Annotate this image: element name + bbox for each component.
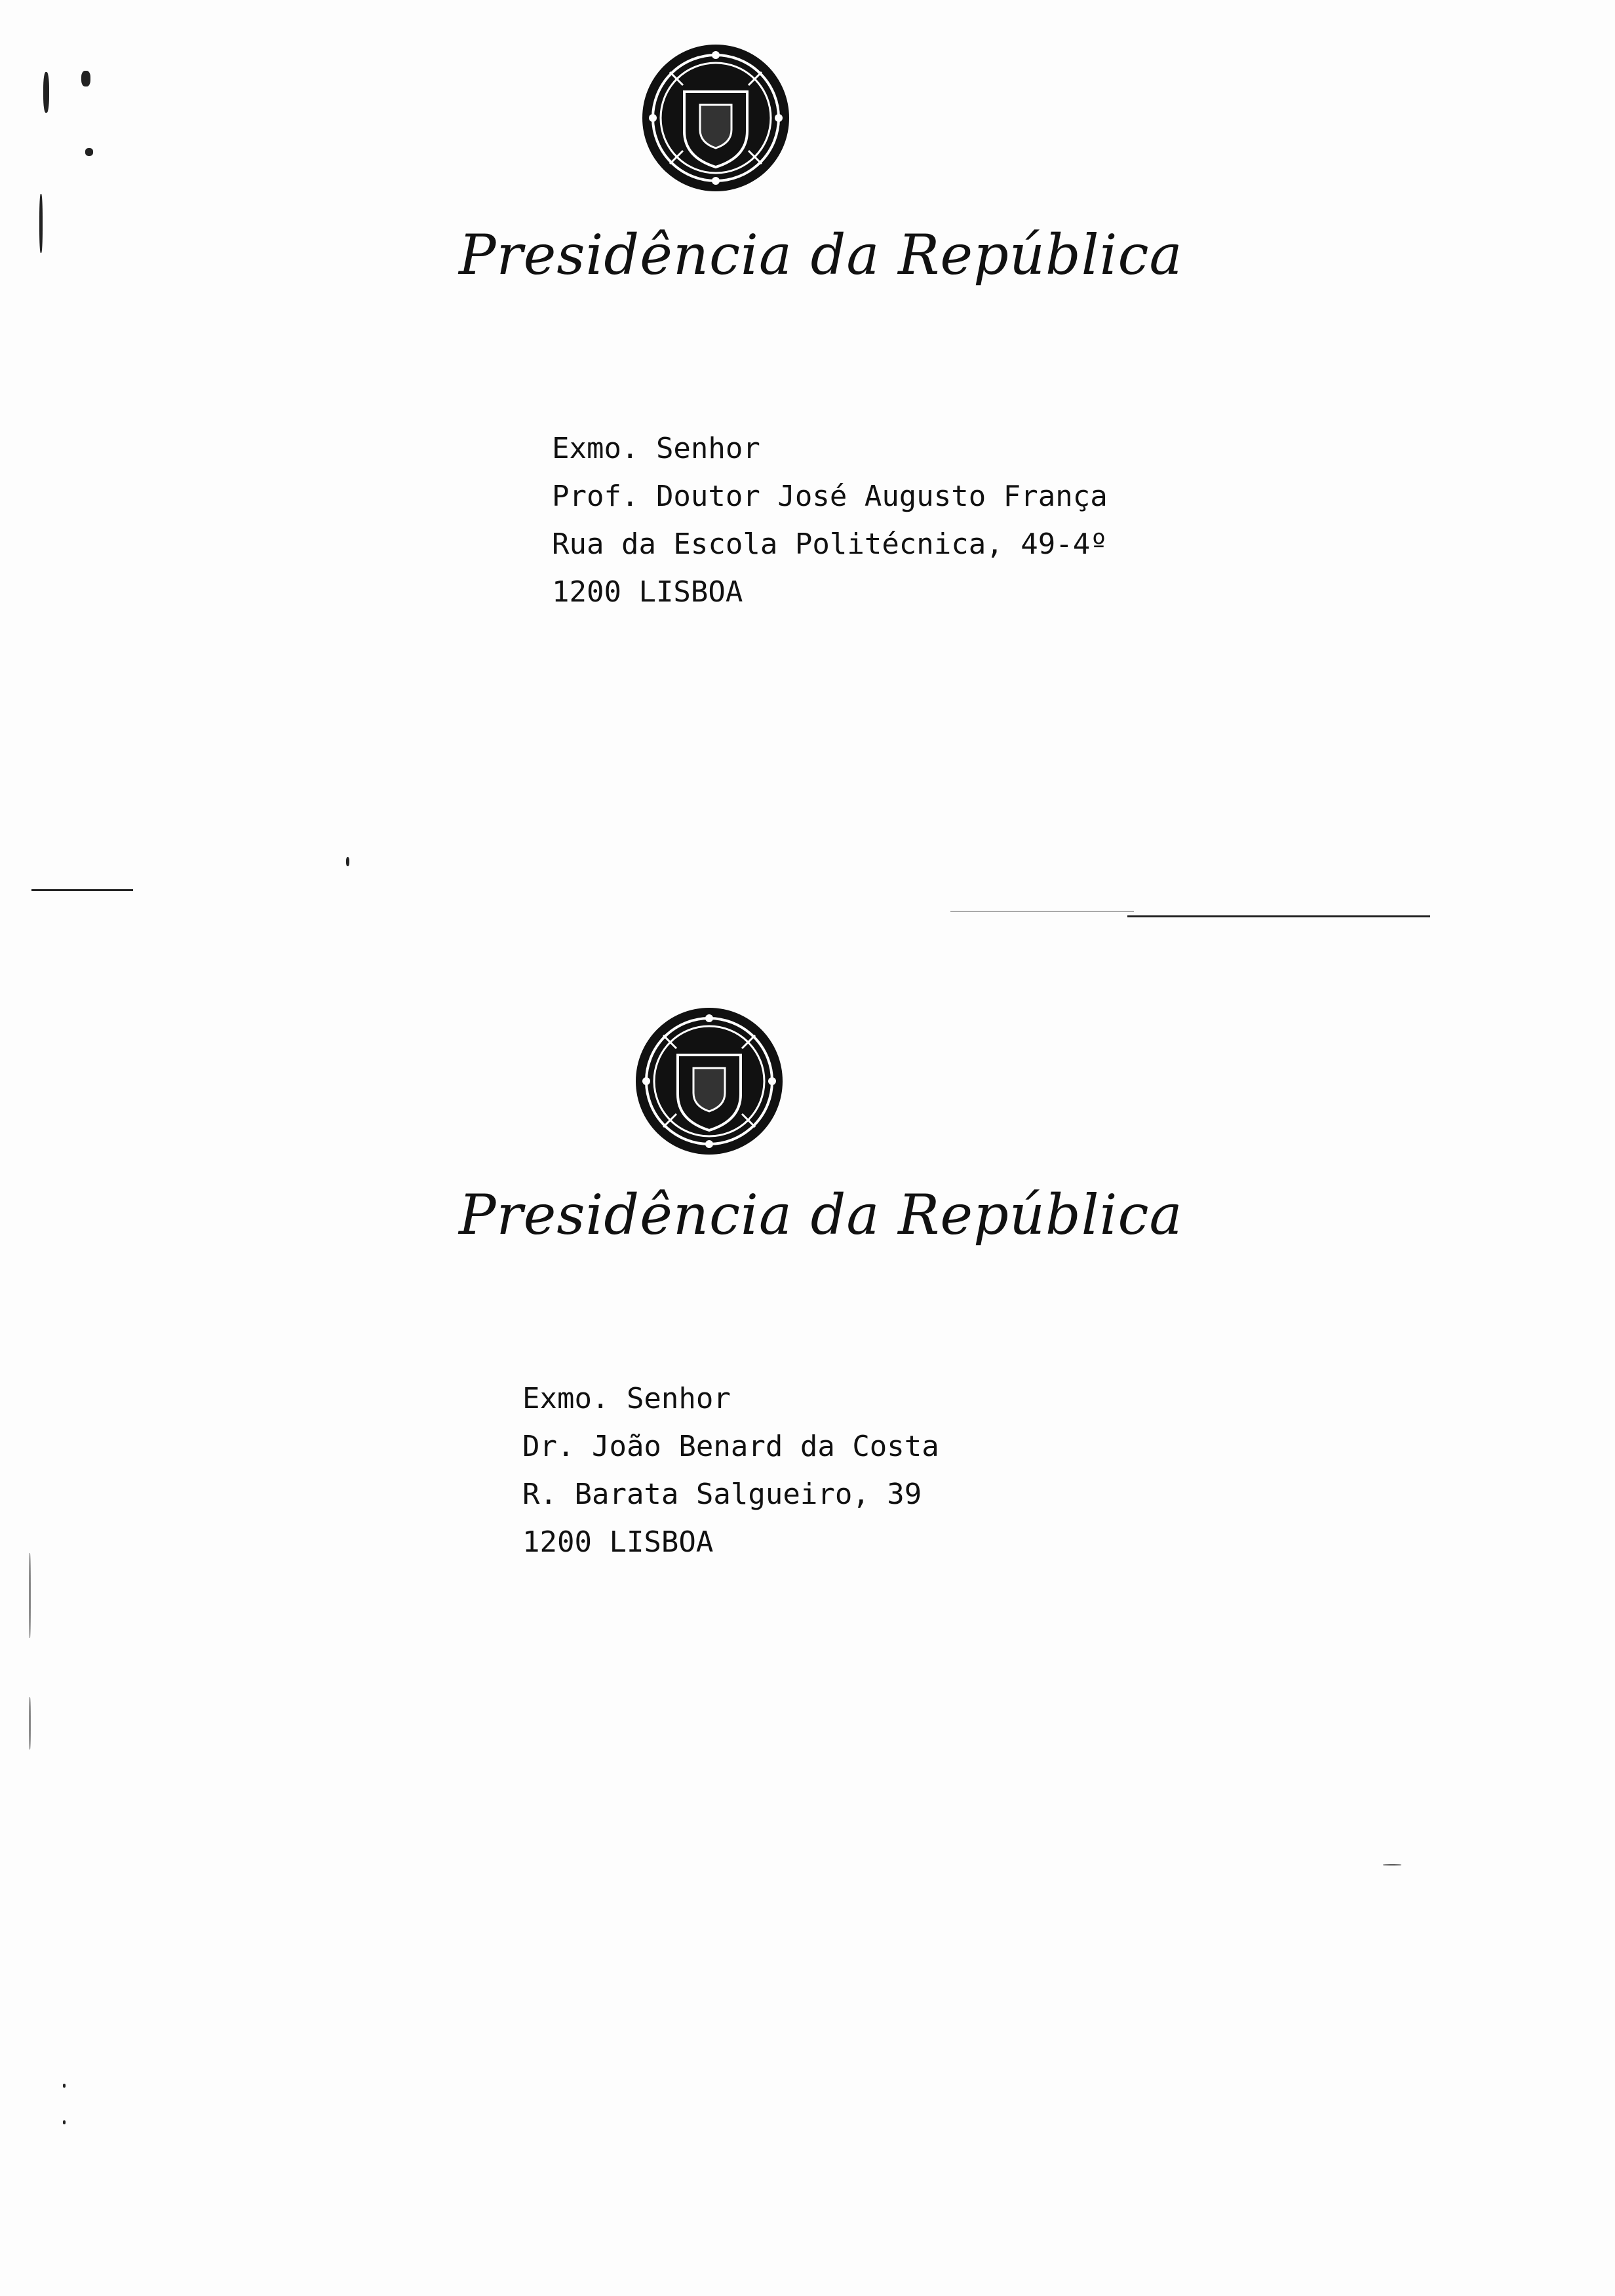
address-street: Rua da Escola Politécnica, 49-4º — [552, 527, 1108, 561]
cut-line-faint — [950, 911, 1134, 912]
coat-of-arms-seal-icon — [631, 1003, 788, 1160]
scan-speck — [81, 71, 90, 86]
address-salutation: Exmo. Senhor — [552, 432, 760, 465]
scan-speck — [346, 857, 349, 866]
address-label-2 — [0, 917, 1615, 1835]
scan-speck — [63, 2084, 66, 2088]
coat-of-arms-seal-icon — [637, 39, 794, 197]
address-salutation: Exmo. Senhor — [522, 1382, 731, 1415]
address-city: 1200 LISBOA — [552, 575, 743, 609]
recipient-address — [552, 425, 1108, 616]
scan-speck — [39, 194, 43, 253]
scan-speck — [1383, 1864, 1401, 1866]
address-label-1 — [0, 0, 1615, 917]
scan-speck — [85, 148, 93, 156]
recipient-address — [522, 1375, 939, 1566]
scan-speck — [63, 2120, 66, 2124]
address-recipient-name: Prof. Doutor José Augusto França — [552, 480, 1108, 513]
scan-speck — [43, 72, 49, 113]
letterhead-title: Presidência da República — [459, 223, 1183, 287]
address-city: 1200 LISBOA — [522, 1525, 714, 1559]
address-street: R. Barata Salgueiro, 39 — [522, 1478, 922, 1511]
letterhead-title: Presidência da República — [459, 1183, 1183, 1247]
address-recipient-name: Dr. João Benard da Costa — [522, 1430, 939, 1463]
scan-speck — [29, 1697, 31, 1750]
cut-line-left — [31, 889, 133, 891]
scan-speck — [29, 1553, 31, 1638]
